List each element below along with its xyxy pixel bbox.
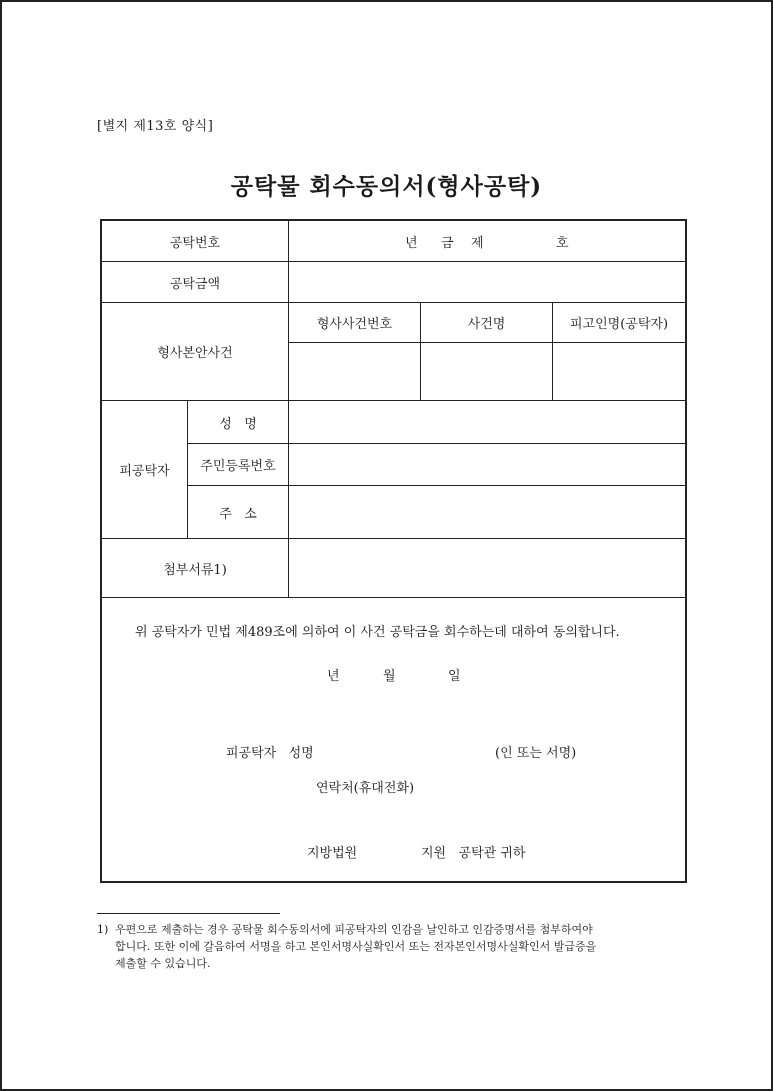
footnote-line-3: 제출할 수 있습니다. bbox=[115, 957, 211, 970]
footnote-separator bbox=[97, 913, 280, 914]
criminal-case-number-header: 형사사건번호 bbox=[316, 317, 393, 332]
deposit-number-ho: 호 bbox=[556, 236, 569, 251]
footnote-text-1: 우편으로 제출하는 경우 공탁물 회수동의서에 피공탁자의 인감을 날인하고 인감증명서를 첨부하여야 bbox=[115, 923, 593, 936]
depositee-name-label: 성 명 bbox=[219, 416, 257, 432]
deposit-number-geum: 금 bbox=[441, 236, 454, 251]
footnote-line-2: 합니다. 또한 이에 갈음하여 서명을 하고 본인서명사실확인서 또는 전자본인서명사실확인서 발급증을 bbox=[115, 940, 597, 953]
deposit-amount-label: 공탁금액 bbox=[169, 276, 221, 292]
row-divider bbox=[101, 597, 686, 598]
footnote-line-1 bbox=[97, 921, 677, 938]
address-label: 주 소 bbox=[219, 506, 257, 522]
consent-date-month: 월 bbox=[383, 669, 396, 684]
footnote-marker: 1) bbox=[97, 923, 109, 936]
deposit-number-year: 년 bbox=[405, 236, 418, 251]
case-name-header: 사건명 bbox=[467, 317, 506, 332]
seal-or-signature-label: (인 또는 서명) bbox=[495, 746, 577, 761]
attachments-label: 첨부서류1) bbox=[163, 562, 227, 578]
deposit-number-je: 제 bbox=[471, 236, 484, 251]
footnote bbox=[97, 921, 677, 972]
consent-date-day: 일 bbox=[448, 669, 461, 684]
attachments-field[interactable] bbox=[289, 539, 685, 597]
resident-number-label: 주민등록번호 bbox=[200, 459, 276, 474]
consent-date-year: 년 bbox=[327, 669, 340, 684]
defendant-name-field[interactable] bbox=[553, 343, 685, 400]
branch-deposit-officer-label: 지원 공탁관 귀하 bbox=[421, 846, 526, 861]
table-border-right bbox=[685, 219, 687, 883]
table-border-bottom bbox=[100, 881, 687, 883]
depositee-label: 피공탁자 bbox=[119, 464, 170, 479]
depositee-name-field[interactable] bbox=[289, 401, 685, 443]
consent-statement: 위 공탁자가 민법 제489조에 의하여 이 사건 공탁금을 회수하는데 대하여 동의합니다. bbox=[135, 625, 620, 640]
resident-number-field[interactable] bbox=[289, 444, 685, 485]
defendant-name-header: 피고인명(공탁자) bbox=[569, 317, 669, 332]
address-field[interactable] bbox=[289, 486, 685, 538]
form-label: [별지 제13호 양식] bbox=[97, 119, 214, 134]
signer-label: 피공탁자 성명 bbox=[226, 746, 314, 761]
criminal-case-label: 형사본안사건 bbox=[157, 346, 233, 361]
criminal-case-number-field[interactable] bbox=[289, 343, 420, 400]
case-name-field[interactable] bbox=[421, 343, 552, 400]
deposit-amount-field[interactable] bbox=[289, 262, 685, 302]
district-court-label: 지방법원 bbox=[307, 846, 358, 861]
deposit-number-label: 공탁번호 bbox=[169, 235, 221, 251]
document-title: 공탁물 회수동의서(형사공탁) bbox=[230, 173, 543, 200]
contact-label: 연락처(휴대전화) bbox=[316, 781, 415, 796]
